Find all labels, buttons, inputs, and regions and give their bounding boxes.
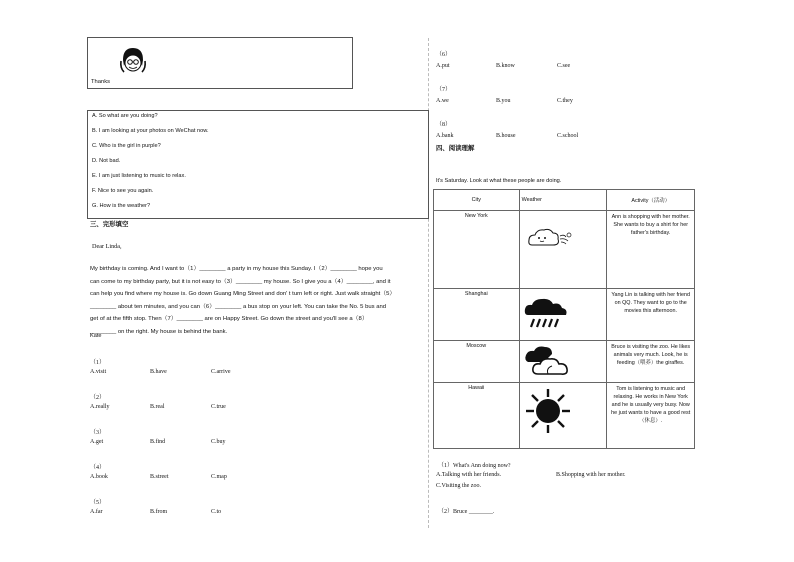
weather-table (433, 189, 695, 449)
question-number: （2） (90, 395, 106, 401)
choice-a[interactable]: A.put (436, 63, 450, 69)
choice-a[interactable]: A.get (90, 439, 104, 445)
activity-cell: Yang Lin is talking with her friend on QQ. They want to go to the movies this afternoon. (607, 289, 695, 341)
option-c: C. Who is the girl in purple? (92, 143, 161, 149)
question-number: （6） (436, 52, 452, 58)
choice-c[interactable]: C.Visiting the zoo. (436, 483, 481, 489)
header-weather: Weather (519, 190, 607, 211)
table-header-row (434, 190, 695, 211)
activity-cell: Tom is listening to music and relaxing. He works in New York and he is usually very busy. Now he just wants to have a good rest（休息）. (607, 383, 695, 449)
choice-b[interactable]: B.street (150, 474, 169, 480)
letter-signature: Kate (90, 333, 102, 339)
choice-c[interactable]: C.they (557, 98, 573, 104)
choice-a[interactable]: A.bank (436, 133, 454, 139)
reading-question-1: （1）What's Ann doing now? (438, 463, 511, 469)
reading-question-2: （2）Bruce ________. (438, 509, 495, 515)
section4-title: 四、阅读理解 (436, 145, 475, 152)
table-row (434, 383, 695, 449)
city-cell: Shanghai (434, 289, 520, 341)
choice-b[interactable]: B.house (496, 133, 516, 139)
weather-cell (519, 383, 607, 449)
sun-icon (522, 387, 574, 439)
letter-line: ________ about ten minutes, and you can（6）________ a bus stop on your left. You can take the No. 5 bus and (90, 303, 387, 310)
choice-b[interactable]: B.Shopping with her mother. (556, 472, 626, 478)
weather-cell (519, 211, 607, 289)
choice-a[interactable]: A.visit (90, 369, 107, 375)
choice-c[interactable]: C.map (211, 474, 227, 480)
option-e: E. I am just listening to music to relax. (92, 173, 186, 179)
choice-a[interactable]: A.Talking with her friends. (436, 472, 502, 478)
choice-b[interactable]: B.know (496, 63, 515, 69)
choice-c[interactable]: C.arrive (211, 369, 231, 375)
choice-a[interactable]: A.we (436, 98, 449, 104)
question-number: （4） (90, 465, 106, 471)
rain-icon (524, 297, 572, 335)
cloud-wind-icon (526, 223, 574, 253)
choice-b[interactable]: B.have (150, 369, 167, 375)
options-box (87, 110, 429, 219)
table-row (434, 341, 695, 383)
letter-line: can come to my birthday party, but it is not easy to（3）________ my house. So I give you a（4）________, and it (90, 278, 391, 285)
choice-c[interactable]: C.buy (211, 439, 226, 445)
letter-line: My birthday is coming. And I want to（1）________ a party in my house this Sunday. I（2）________ hope you (90, 266, 383, 272)
choice-b[interactable]: B.find (150, 439, 166, 445)
option-g: G. How is the weather? (92, 203, 151, 209)
weather-cell (519, 341, 607, 383)
header-activity: Activity（活动） (607, 190, 695, 211)
choice-b[interactable]: B.you (496, 98, 511, 104)
city-cell: Moscow (434, 341, 520, 383)
activity-cell: Ann is shopping with her mother. She wants to buy a shirt for her father's birthday. (607, 211, 695, 289)
dialog-name-label: Thanks (91, 79, 111, 85)
letter-line: can help you find where my house is. Go down Guang Ming Street and don' t turn left or right. Just walk straight（5） (90, 291, 396, 297)
choice-a[interactable]: A.really (90, 404, 110, 410)
option-f: F. Nice to see you again. (92, 188, 154, 194)
question-number: （1） (90, 360, 106, 366)
choice-c[interactable]: C.see (557, 63, 571, 69)
question-number: （5） (90, 500, 106, 506)
section4-intro: It's Saturday. Look at what these people are doing. (436, 178, 562, 184)
choice-a[interactable]: A.book (90, 474, 108, 480)
option-d: D. Not bad. (92, 158, 121, 164)
city-cell: New York (434, 211, 520, 289)
choice-c[interactable]: C.to (211, 509, 222, 515)
city-cell: Hawaii (434, 383, 520, 449)
table-row (434, 289, 695, 341)
choice-c[interactable]: C.school (557, 133, 579, 139)
question-number: （8） (436, 122, 452, 128)
choice-b[interactable]: B.real (150, 404, 165, 410)
cloudy-icon (524, 344, 574, 378)
weather-cell (519, 289, 607, 341)
table-row (434, 211, 695, 289)
letter-line: get of at the fifth stop. Then（7）________ are on Happy Street. Go down the street and you'll see a（8） (90, 316, 368, 322)
question-number: （3） (90, 430, 106, 436)
letter-body (90, 263, 415, 338)
letter-greeting: Dear Linda, (92, 243, 122, 250)
activity-cell: Bruce is visiting the zoo. He likes animals very much. Look, he is feeding（喂养）the giraffes. (607, 341, 695, 383)
letter-line: ________ on the right. My house is behind the bank. (90, 328, 228, 335)
header-city: City (434, 190, 520, 211)
choice-a[interactable]: A.far (90, 509, 103, 515)
choice-b[interactable]: B.from (150, 509, 168, 515)
choice-c[interactable]: C.true (211, 404, 226, 410)
option-a: A. So what are you doing? (92, 113, 158, 119)
option-b: B. I am looking at your photos on WeChat now. (92, 128, 209, 134)
section3-title: 三、完形填空 (90, 221, 129, 228)
girl-face-icon (118, 46, 148, 76)
question-number: （7） (436, 87, 452, 93)
